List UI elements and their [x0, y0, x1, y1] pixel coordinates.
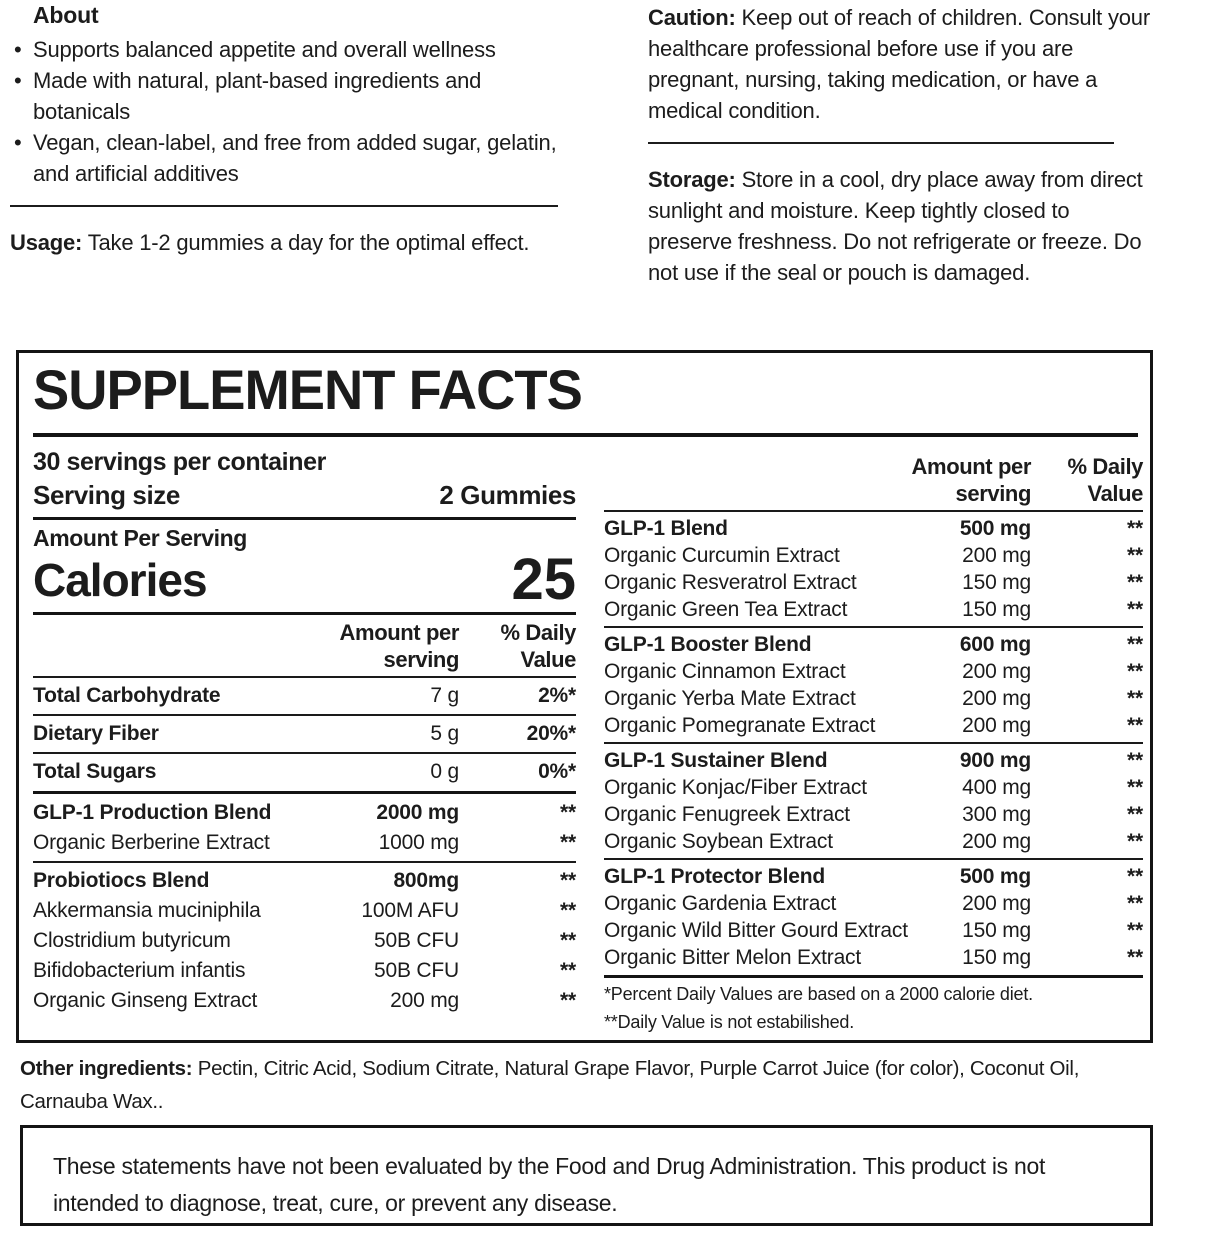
serving-size-value: 2 Gummies: [439, 480, 576, 510]
fact-row: [604, 515, 1143, 542]
fact-row: [604, 685, 1143, 712]
other-ingredients-label: Other ingredients:: [20, 1057, 193, 1080]
daily-value: **: [1127, 919, 1143, 942]
divider: [33, 791, 576, 794]
storage-text: Store in a cool, dry place away from direct sunlight and moisture. Keep tightly closed to preserve freshness. Do not refrigerate or freeze. Do not use if the seal or pouch is damaged.: [648, 167, 1143, 285]
ingredient-name: Organic Soybean Extract: [604, 830, 833, 853]
fact-row: [33, 681, 576, 711]
divider: [604, 858, 1143, 860]
amount-value: 500 mg: [959, 865, 1031, 888]
ingredient-name: Organic Green Tea Extract: [604, 598, 848, 621]
ingredient-name: Organic Ginseng Extract: [33, 989, 258, 1012]
facts-right-column: [604, 449, 1143, 1035]
ingredient-name: GLP-1 Booster Blend: [604, 633, 812, 656]
fact-row: [604, 542, 1143, 569]
divider: [33, 676, 576, 678]
fact-row: [604, 712, 1143, 739]
amount-value: 800mg: [393, 869, 459, 892]
other-ingredients-text: Pectin, Citric Acid, Sodium Citrate, Natural Grape Flavor, Purple Carrot Juice (for color), Coconut Oil, Carnauba Wax..: [20, 1057, 1080, 1113]
amount-value: 200 mg: [962, 830, 1031, 853]
amount-value: 100M AFU: [361, 899, 459, 922]
divider: [33, 861, 576, 863]
servings-per-container: 30 servings per container: [33, 448, 326, 476]
about-bullet-list: [10, 34, 558, 189]
daily-value-column-header: % Daily Value: [1067, 454, 1143, 506]
ingredient-name: Organic Konjac/Fiber Extract: [604, 776, 867, 799]
daily-value: 2%*: [538, 684, 576, 707]
daily-value: **: [560, 831, 576, 854]
fact-row: [33, 828, 576, 858]
fact-row: [33, 866, 576, 896]
ingredient-name: Organic Pomegranate Extract: [604, 714, 876, 737]
amount-value: 200 mg: [962, 892, 1031, 915]
daily-value: **: [1127, 830, 1143, 853]
amount-value: 200 mg: [962, 714, 1031, 737]
usage-paragraph: [10, 227, 558, 258]
fact-row: [604, 944, 1143, 971]
amount-value: 0 g: [430, 760, 459, 783]
amount-value: 50B CFU: [374, 959, 459, 982]
fact-row: [604, 890, 1143, 917]
ingredient-name: Dietary Fiber: [33, 722, 159, 745]
divider: [33, 433, 1138, 437]
fact-row: [33, 986, 576, 1016]
divider: [604, 510, 1143, 512]
amount-value: 150 mg: [962, 571, 1031, 594]
daily-value-column-header: % Daily Value: [500, 620, 576, 672]
storage-paragraph: [648, 164, 1156, 288]
fact-row: [33, 798, 576, 828]
fact-row: [604, 801, 1143, 828]
ingredient-name: Organic Gardenia Extract: [604, 892, 837, 915]
fact-row: [33, 956, 576, 986]
divider: [33, 752, 576, 754]
fda-disclaimer-text: These statements have not been evaluated by the Food and Drug Administration. This product is not intended to diagnose, treat, cure, or prevent any disease.: [53, 1153, 1046, 1216]
ingredient-name: Organic Wild Bitter Gourd Extract: [604, 919, 908, 942]
calories-value: 25: [511, 547, 576, 612]
divider: [604, 626, 1143, 628]
daily-value: **: [1127, 946, 1143, 969]
amount-value: 200 mg: [962, 544, 1031, 567]
daily-value: **: [560, 801, 576, 824]
calories-label: Calories: [33, 554, 207, 606]
caution-paragraph: [648, 2, 1156, 126]
serving-size-row: [33, 477, 576, 513]
daily-value: **: [560, 929, 576, 952]
fact-row: [604, 658, 1143, 685]
fact-row: [604, 596, 1143, 623]
daily-value: **: [1127, 892, 1143, 915]
amount-value: 400 mg: [962, 776, 1031, 799]
storage-label: Storage:: [648, 167, 736, 192]
ingredient-name: Bifidobacterium infantis: [33, 959, 246, 982]
fact-row: [604, 569, 1143, 596]
caution-label: Caution:: [648, 5, 736, 30]
ingredient-name: Organic Cinnamon Extract: [604, 660, 846, 683]
ingredient-name: Total Carbohydrate: [33, 684, 221, 707]
about-bullet: • Vegan, clean-label, and free from added sugar, gelatin, and artificial additives: [10, 127, 558, 189]
amount-per-serving-heading: Amount Per Serving: [33, 525, 247, 551]
amount-value: 50B CFU: [374, 929, 459, 952]
daily-value: **: [1127, 571, 1143, 594]
divider: [648, 142, 1114, 144]
fact-row: [604, 828, 1143, 855]
ingredient-name: GLP-1 Production Blend: [33, 801, 272, 824]
ingredient-name: Organic Berberine Extract: [33, 831, 270, 854]
daily-value: 0%*: [538, 760, 576, 783]
other-ingredients-paragraph: [20, 1052, 1170, 1118]
daily-value: **: [560, 869, 576, 892]
amount-value: 300 mg: [962, 803, 1031, 826]
daily-value-footnote: *Percent Daily Values are based on a 2000 calorie diet.: [604, 984, 1033, 1004]
amount-value: 600 mg: [959, 633, 1031, 656]
about-bullet: • Made with natural, plant-based ingredients and botanicals: [10, 65, 558, 127]
divider: [33, 517, 576, 520]
calories-row: [33, 547, 576, 612]
amount-value: 200 mg: [390, 989, 459, 1012]
divider: [33, 714, 576, 716]
ingredient-name: Clostridium butyricum: [33, 929, 231, 952]
ingredient-name: Organic Yerba Mate Extract: [604, 687, 856, 710]
column-headers: [33, 619, 576, 673]
ingredient-name: Probiotiocs Blend: [33, 869, 210, 892]
serving-size-label: Serving size: [33, 480, 180, 510]
facts-left-column: [33, 447, 576, 1016]
daily-value: **: [1127, 598, 1143, 621]
amount-value: 5 g: [430, 722, 459, 745]
fact-row: [604, 863, 1143, 890]
ingredient-name: Akkermansia muciniphila: [33, 899, 261, 922]
amount-value: 900 mg: [959, 749, 1031, 772]
fact-row: [604, 917, 1143, 944]
ingredient-name: Total Sugars: [33, 760, 157, 783]
supplement-facts-panel: [16, 350, 1153, 1043]
caution-storage-section: [648, 2, 1156, 288]
usage-text: Take 1-2 gummies a day for the optimal effect.: [87, 230, 530, 255]
daily-value: **: [1127, 714, 1143, 737]
amount-value: 150 mg: [962, 919, 1031, 942]
about-section: [10, 2, 558, 258]
amount-value: 2000 mg: [376, 801, 459, 824]
daily-value: **: [560, 989, 576, 1012]
amount-value: 7 g: [430, 684, 459, 707]
ingredient-name: GLP-1 Protector Blend: [604, 865, 825, 888]
amount-value: 500 mg: [959, 517, 1031, 540]
ingredient-name: Organic Curcumin Extract: [604, 544, 840, 567]
divider: [33, 612, 576, 615]
about-bullet: • Supports balanced appetite and overall wellness: [10, 34, 558, 65]
daily-value: **: [560, 959, 576, 982]
daily-value: 20%*: [526, 722, 576, 745]
daily-value: **: [1127, 544, 1143, 567]
daily-value: **: [1127, 660, 1143, 683]
ingredient-name: Organic Fenugreek Extract: [604, 803, 850, 826]
ingredient-name: GLP-1 Sustainer Blend: [604, 749, 828, 772]
fact-row: [33, 719, 576, 749]
fact-row: [33, 896, 576, 926]
fact-row: [33, 926, 576, 956]
amount-column-header: Amount per serving: [911, 454, 1031, 506]
divider: [604, 975, 1143, 978]
amount-value: 150 mg: [962, 598, 1031, 621]
amount-value: 1000 mg: [378, 831, 459, 854]
daily-value: **: [1127, 803, 1143, 826]
caution-text: Keep out of reach of children. Consult your healthcare professional before use if you are pregnant, nursing, taking medication, or have a medical condition.: [648, 5, 1150, 123]
column-headers: [604, 453, 1143, 507]
amount-value: 150 mg: [962, 946, 1031, 969]
amount-value: 200 mg: [962, 687, 1031, 710]
usage-label: Usage:: [10, 230, 83, 255]
ingredient-name: Organic Resveratrol Extract: [604, 571, 857, 594]
fact-row: [604, 747, 1143, 774]
daily-value: **: [1127, 776, 1143, 799]
fact-row: [604, 631, 1143, 658]
supplement-facts-title: SUPPLEMENT FACTS: [33, 358, 582, 421]
daily-value: **: [560, 899, 576, 922]
daily-value-footnote: **Daily Value is not estabilished.: [604, 1012, 855, 1032]
fda-disclaimer-box: [20, 1125, 1153, 1226]
fact-row: [33, 757, 576, 787]
ingredient-name: GLP-1 Blend: [604, 517, 728, 540]
daily-value: **: [1127, 865, 1143, 888]
fact-row: [604, 774, 1143, 801]
divider: [604, 742, 1143, 744]
amount-value: 200 mg: [962, 660, 1031, 683]
daily-value: **: [1127, 749, 1143, 772]
daily-value: **: [1127, 633, 1143, 656]
daily-value: **: [1127, 687, 1143, 710]
divider: [10, 205, 558, 207]
about-heading: About: [33, 2, 99, 28]
amount-column-header: Amount per serving: [339, 620, 459, 672]
ingredient-name: Organic Bitter Melon Extract: [604, 946, 861, 969]
daily-value: **: [1127, 517, 1143, 540]
